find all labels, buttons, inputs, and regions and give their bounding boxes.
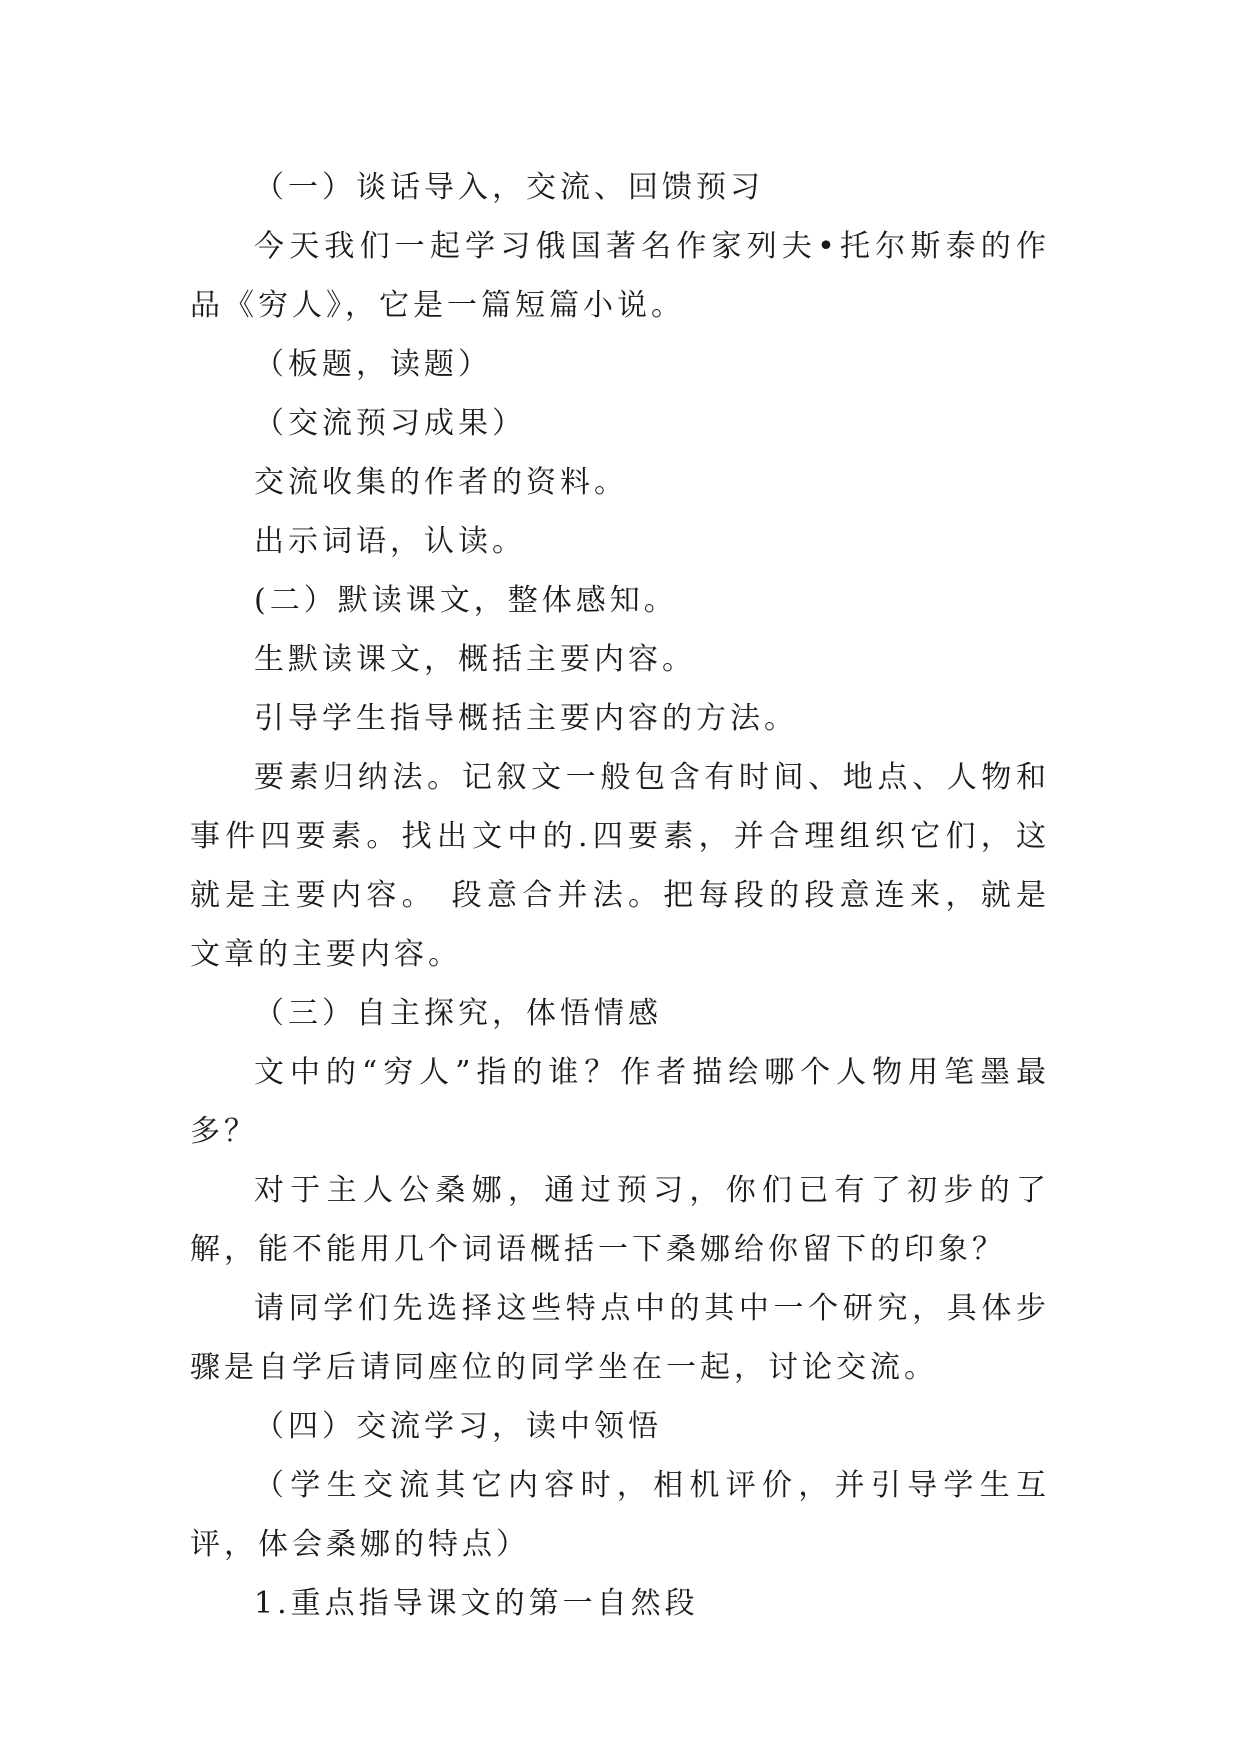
paragraph: （交流预习成果）	[254, 406, 526, 441]
section-heading-4: （四）交流学习，读中领悟	[254, 1409, 662, 1444]
paragraph: 文中的“穷人”指的谁？作者描绘哪个人物用笔墨最多？	[190, 1055, 1050, 1149]
paragraph: 要素归纳法。记叙文一般包含有时间、地点、人物和事件四要素。找出文中的.四要素，并合理组织它们，这就是主要内容。 段意合并法。把每段的段意连来，就是文章的主要内容。	[190, 760, 1050, 972]
paragraph: 今天我们一起学习俄国著名作家列夫•托尔斯泰的作品《穷人》，它是一篇短篇小说。	[190, 229, 1050, 323]
paragraph: 请同学们先选择这些特点中的其中一个研究，具体步骤是自学后请同座位的同学坐在一起，讨论交流。	[190, 1291, 1050, 1385]
section-heading-3: （三）自主探究，体悟情感	[254, 996, 662, 1031]
paragraph: 对于主人公桑娜，通过预习，你们已有了初步的了解，能不能用几个词语概括一下桑娜给你留下的印象？	[190, 1173, 1050, 1267]
list-item: 1.重点指导课文的第一自然段	[254, 1586, 699, 1621]
paragraph: 生默读课文，概括主要内容。	[254, 642, 696, 677]
paragraph: （板题，读题）	[254, 347, 492, 382]
paragraph: （学生交流其它内容时，相机评价，并引导学生互评，体会桑娜的特点）	[190, 1468, 1050, 1562]
section-heading-1: （一）谈话导入，交流、回馈预习	[254, 170, 764, 205]
section-heading-2: (二）默读课文，整体感知。	[254, 583, 678, 618]
paragraph: 引导学生指导概括主要内容的方法。	[254, 701, 798, 736]
paragraph: 出示词语，认读。	[254, 524, 526, 559]
paragraph: 交流收集的作者的资料。	[254, 465, 628, 500]
document-body	[190, 158, 1050, 1633]
